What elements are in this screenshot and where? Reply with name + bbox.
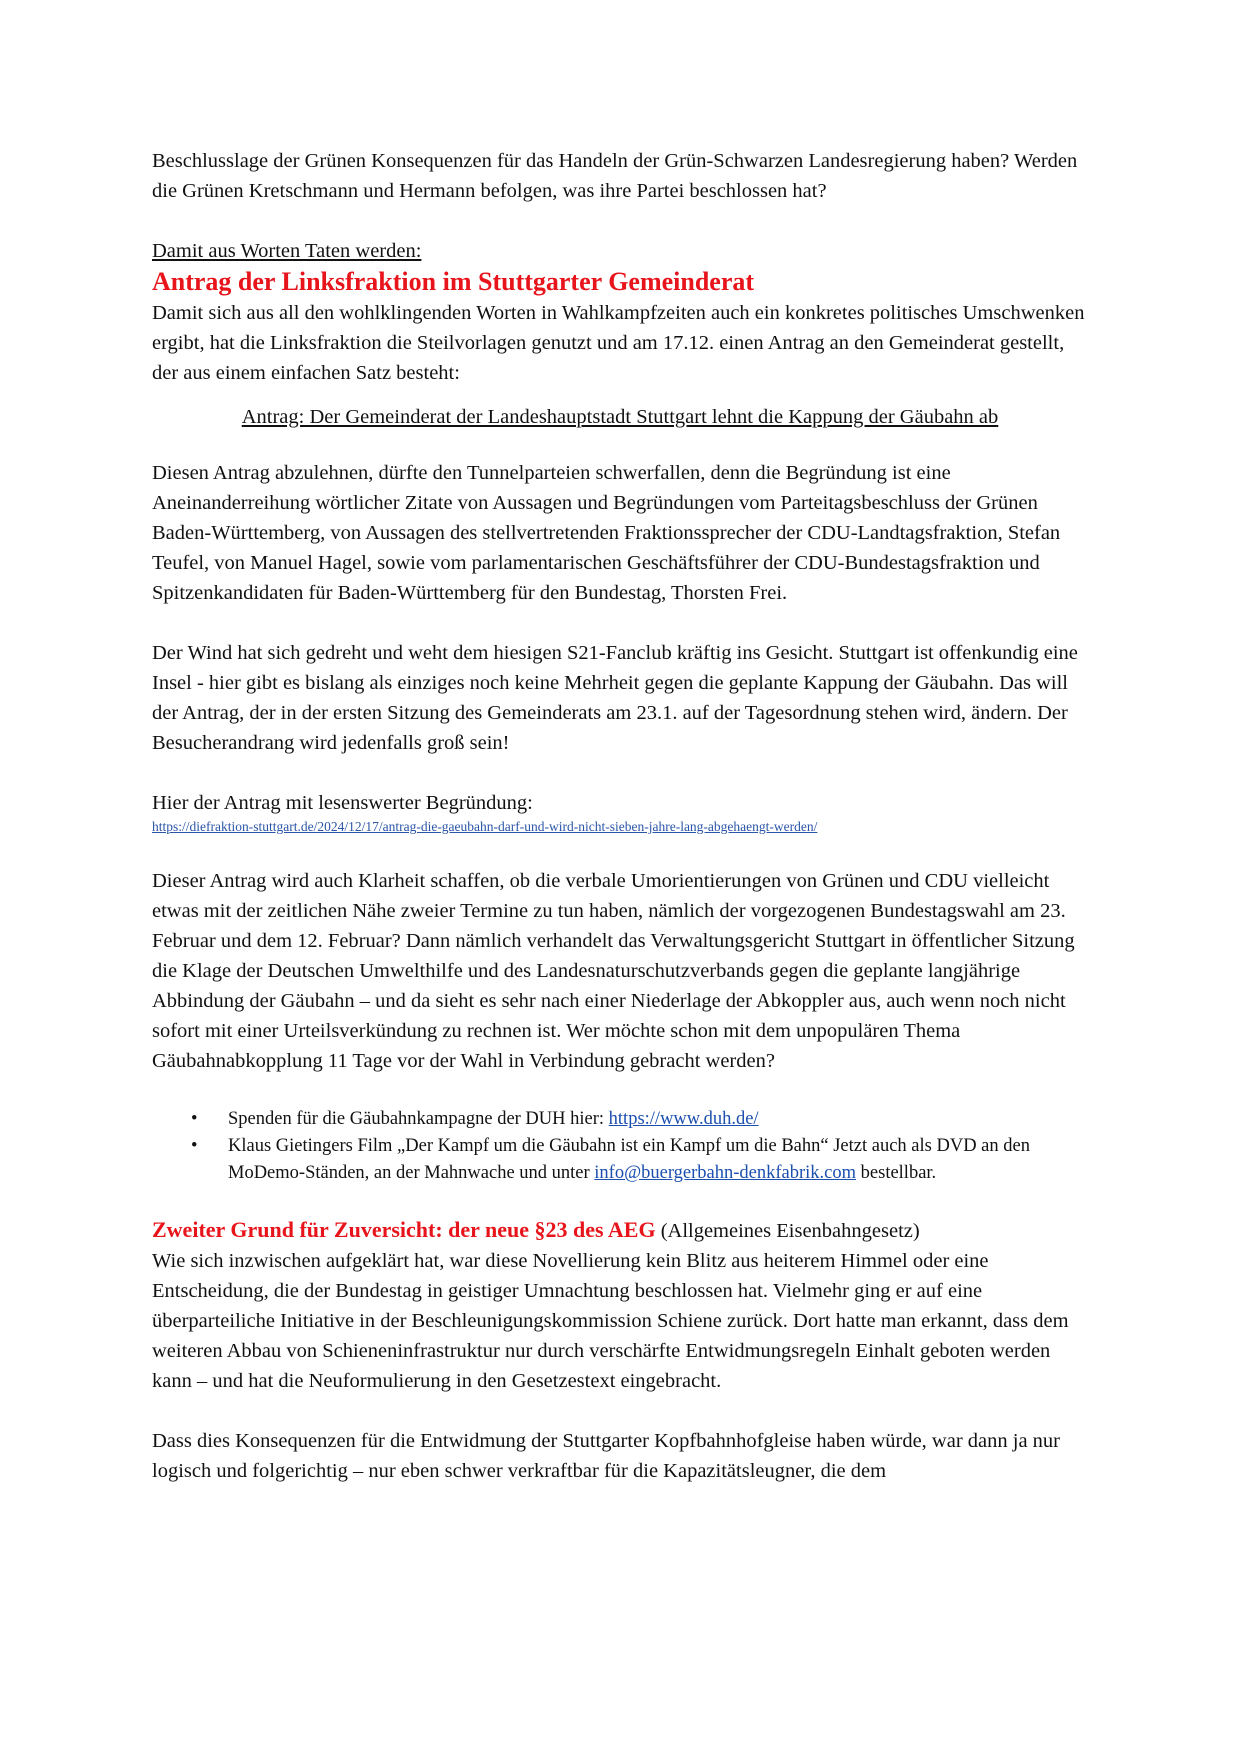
linksfraktion-paragraph: Damit sich aus all den wohlklingenden Worten in Wahlkampfzeiten auch ein konkretes politisches Umschwenken ergibt, hat die Linksfraktion die Steilvorlagen genutzt und am 17.12. einen Antrag an den Gemeinderat gestellt, der aus einem einfachen Satz besteht: [152, 302, 1085, 384]
bullet-list [152, 1106, 1088, 1187]
konsequenzen-paragraph: Dass dies Konsequenzen für die Entwidmung der Stuttgarter Kopfbahnhofgleise haben würde, war dann ja nur logisch und folgerichtig – nur eben schwer verkraftbar für die Kapazitätsleugner, die dem [152, 1430, 1061, 1482]
film-text: Klaus Gietingers Film „Der Kampf um die Gäubahn ist ein Kampf um die Bahn“ Jetzt auch als DVD an den MoDemo-Ständen, an der Mahnwache und unter [228, 1136, 1030, 1183]
novellierung-paragraph: Wie sich inzwischen aufgeklärt hat, war diese Novellierung kein Blitz aus heiterem Himmel oder eine Entscheidung, die der Bundestag in geistiger Umnachtung beschlossen hat. Vielmehr ging er auf eine überparteiliche Initiative in der Beschleunigungskommission Schiene zurück. Dort hatte man erkannt, dass dem weiteren Abbau von Schieneninfrastruktur nur durch verschärfte Entwidmungsregeln Einhalt geboten werden kann – und hat die Neuformulierung in den Gesetzestext eingebracht. [152, 1250, 1069, 1392]
section-heading-aeg [152, 1215, 1088, 1246]
donation-text: Spenden für die Gäubahnkampagne der DUH hier: [228, 1109, 609, 1129]
document-page [152, 146, 1088, 1516]
ablehnen-paragraph: Diesen Antrag abzulehnen, dürfte den Tunnelparteien schwerfallen, denn die Begründung ist eine Aneinanderreihung wörtlicher Zitate von Aussagen und Begründungen vom Parteitagsbeschluss der Grünen Baden-Württemberg, von Aussagen des stellvertretenden Fraktionssprecher der CDU-Landtagsfraktion, Stefan Teufel, von Manuel Hagel, sowie vom parlamentarischen Geschäftsführer der CDU-Bundestagsfraktion und Spitzenkandidaten für Baden-Württemberg für den Bundestag, Thorsten Frei. [152, 462, 1061, 604]
antrag-link[interactable]: https://diefraktion-stuttgart.de/2024/12/17/antrag-die-gaeubahn-darf-und-wird-nicht-sieben-jahre-lang-abgehaengt-werden/ [152, 819, 818, 834]
intro-paragraph: Beschlusslage der Grünen Konsequenzen für das Handeln der Grün-Schwarzen Landesregierung haben? Werden die Grünen Kretschmann und Hermann befolgen, was ihre Partei beschlossen hat? [152, 150, 1078, 202]
list-item [191, 1133, 1088, 1187]
section-heading-red: Zweiter Grund für Zuversicht: der neue §23 des AEG [152, 1217, 656, 1242]
email-link[interactable]: info@buergerbahn-denkfabrik.com [594, 1163, 857, 1183]
bullet-icon: • [191, 1136, 198, 1156]
antrag-link-label: Hier der Antrag mit lesenswerter Begründung: [152, 792, 533, 814]
klarheit-paragraph: Dieser Antrag wird auch Klarheit schaffen, ob die verbale Umorientierungen von Grünen und CDU vielleicht etwas mit der zeitlichen Nähe zweier Termine zu tun haben, nämlich der vorgezogenen Bundestagswahl am 23. Februar und dem 12. Februar? Dann nämlich verhandelt das Verwaltungsgericht Stuttgart in öffentlicher Sitzung die Klage der Deutschen Umwelthilfe und des Landesnaturschutzverbands gegen die geplante langjährige Abbindung der Gäubahn – und da sieht es sehr nach einer Niederlage der Abkoppler aus, auch wenn noch nicht sofort mit einer Urteilsverkündung zu rechnen ist. Wer möchte schon mit dem unpopulären Thema Gäubahnabkopplung 11 Tage vor der Wahl in Verbindung gebracht werden? [152, 870, 1075, 1072]
section-heading-rest: (Allgemeines Eisenbahngesetz) [655, 1220, 920, 1242]
duh-link[interactable]: https://www.duh.de/ [608, 1109, 759, 1129]
list-item [191, 1106, 1088, 1133]
antrag-statement: Antrag: Der Gemeinderat der Landeshauptstadt Stuttgart lehnt die Kappung der Gäubahn ab [241, 406, 999, 428]
headline-antrag: Antrag der Linksfraktion im Stuttgarter Gemeinderat [152, 267, 755, 296]
film-text-tail: bestellbar. [856, 1163, 937, 1183]
wind-paragraph: Der Wind hat sich gedreht und weht dem hiesigen S21-Fanclub kräftig ins Gesicht. Stuttgart ist offenkundig eine Insel - hier gibt es bislang als einziges noch keine Mehrheit gegen die geplante Kappung der Gäubahn. Das will der Antrag, der in der ersten Sitzung des Gemeinderats am 23.1. auf der Tagesordnung stehen wird, ändern. Der Besucherandrang wird jedenfalls groß sein! [152, 642, 1078, 754]
kicker-line: Damit aus Worten Taten werden: [152, 240, 422, 262]
bullet-icon: • [191, 1109, 198, 1129]
